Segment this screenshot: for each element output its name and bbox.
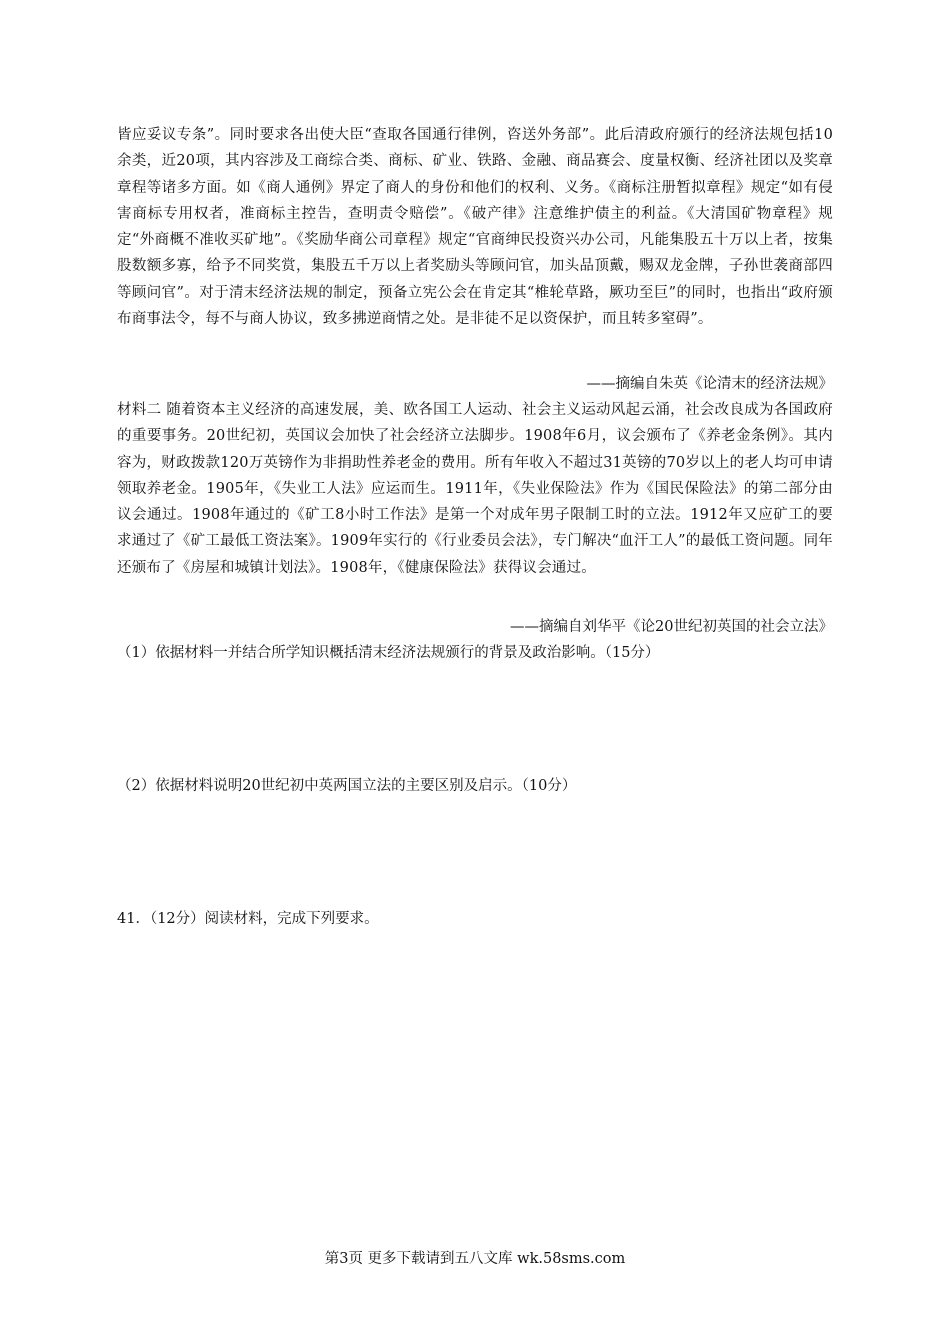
question-1: （1）依据材料一并结合所学知识概括清末经济法规颁行的背景及政治影响。（15分） [117,645,660,661]
material-two-paragraph [117,397,833,581]
material-one-text: 皆应妥议专条”。同时要求各出使大臣“查取各国通行律例，咨送外务部”。此后清政府颁行的经济法规包括10余类，近20项，其内容涉及工商综合类、商标、矿业、铁路、金融、商品赛会、度量权衡、经济社团以及奖章章程等诸多方面。如《商人通例》界定了商人的身份和他们的权利、义务。《商标注册暂拟章程》规定“如有侵害商标专用权者，准商标主控告，查明责令赔偿”。《破产律》注意维护债主的利益。《大清国矿物章程》规定“外商概不准收买矿地”。《奖励华商公司章程》规定“官商绅民投资兴办公司，凡能集股五十万以上者，按集股数额多寡，给予不同奖赏，集股五千万以上者奖励头等顾问官，加头品顶戴，赐双龙金牌，子孙世袭商部四等顾问官”。对于清末经济法规的制定，预备立宪公会在肯定其“椎轮草路，厥功至巨”的同时，也指出“政府颁布商事法令，每不与商人协议，致多拂逆商情之处。是非徒不足以资保护，而且转多窒碍”。 [117,127,833,328]
question-2: （2）依据材料说明20世纪初中英两国立法的主要区别及启示。（10分） [117,778,577,794]
material-two-source: ——摘编自刘华平《论20世纪初英国的社会立法》 [510,619,833,635]
material-one-paragraph [117,122,833,332]
page-footer: 第3页 更多下载请到五八文库 wk.58sms.com [324,1251,626,1267]
material-one-source: ——摘编自朱英《论清末的经济法规》 [586,376,833,392]
question-41-heading: 41．（12分）阅读材料，完成下列要求。 [117,911,379,927]
material-two-text: 材料二 随着资本主义经济的高速发展，美、欧各国工人运动、社会主义运动风起云涌，社会改良成为各国政府的重要事务。20世纪初，英国议会加快了社会经济立法脚步。1908年6月，议会颁布了《养老金条例》。其内容为，财政拨款120万英镑作为非捐助性养老金的费用。所有年收入不超过31英镑的70岁以上的老人均可申请领取养老金。1905年，《失业工人法》应运而生。1911年，《失业保险法》作为《国民保险法》的第二部分由议会通过。1908年通过的《矿工8小时工作法》是第一个对成年男子限制工时的立法。1912年又应矿工的要求通过了《矿工最低工资法案》。1909年实行的《行业委员会法》，专门解决“血汗工人”的最低工资问题。同年还颁布了《房屋和城镇计划法》。1908年，《健康保险法》获得议会通过。 [117,402,833,576]
